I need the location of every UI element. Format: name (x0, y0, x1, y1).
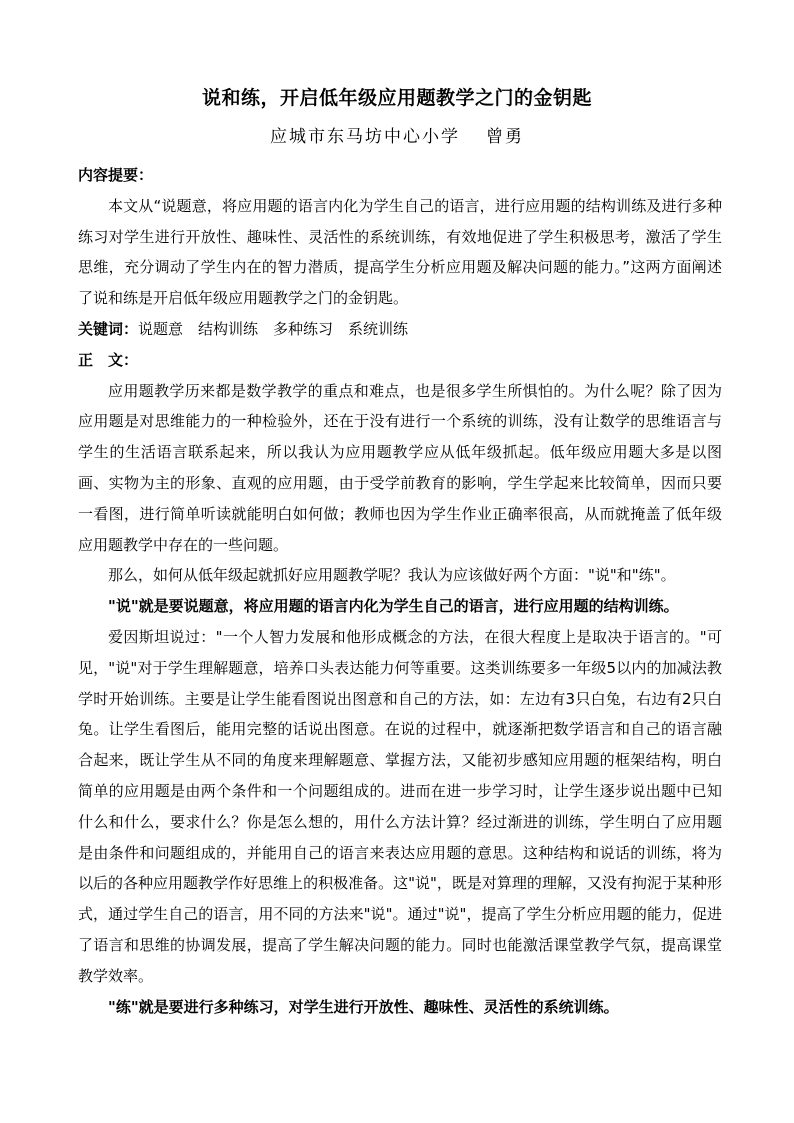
body-paragraph-1: 应用题教学历来都是数学教学的重点和难点，也是很多学生所惧怕的。为什么呢？除了因为应用题是对思维能力的一种检验外，还在于没有进行一个系统的训练，没有让数学的思维语言与学生的生活语言联系起来，所以我认为应用题教学应从低年级抓起。低年级应用题大多是以图画、实物为主的形象、直观的应用题，由于受学前教育的影响，学生学起来比较简单，因而只要一看图，进行简单听读就能明白如何做；教师也因为学生作业正确率很高，从而就掩盖了低年级应用题教学中存在的一些问题。 (78, 381, 722, 554)
keywords-text: 说题意 结构训练 多种练习 系统训练 (138, 319, 409, 338)
body-paragraph-2: 那么，如何从低年级起就抓好应用题教学呢？我认为应该做好两个方面："说"和"练"。 (108, 566, 676, 585)
body-paragraph-3: 爱因斯坦说过："一个人智力发展和他形成概念的方法，在很大程度上是取决于语言的。"可见，"说"对于学生理解题意，培养口头表达能力何等重要。这类训练要多一年级5以内的加减法教学时开始训练。主要是让学生能看图说出图意和自己的方法，如：左边有3只白兔，右边有2只白兔。让学生看图后，能用完整的话说出图意。在说的过程中，就逐渐把数学语言和自己的语言融合起来，既让学生从不同的角度来理解题意、掌握方法，又能初步感知应用题的框架结构，明白简单的应用题是由两个条件和一个问题组成的。进而在进一步学习时，让学生逐步说出题中已知什么和什么，要求什么？你是怎么想的，用什么方法计算？经过渐进的训练，学生明白了应用题是由条件和问题组成的，并能用自己的语言来表达应用题的意思。这种结构和说话的训练，将为以后的各种应用题教学作好思维上的积极准备。这"说"，既是对算理的理解，又没有拘泥于某种形式，通过学生自己的语言，用不同的方法来"说"。通过"说"，提高了学生分析应用题的能力，促进了语言和思维的协调发展，提高了学生解决问题的能力。同时也能激活课堂教学气氛，提高课堂教学效率。 (78, 627, 722, 985)
keywords-label: 关键词： (78, 319, 139, 338)
abstract-section (78, 160, 722, 1022)
author-school: 应城市东马坊中心小学 (270, 127, 460, 147)
section-heading-say: "说"就是要说题意，将应用题的语言内化为学生自己的语言，进行应用题的结构训练。 (108, 597, 679, 616)
keywords-line (78, 314, 722, 345)
author-line (0, 124, 794, 150)
body-label: 正 文： (78, 350, 139, 369)
author-name: 曾勇 (486, 127, 524, 147)
section-heading-practice: "练"就是要进行多种练习，对学生进行开放性、趣味性、灵活性的系统训练。 (108, 997, 619, 1016)
document-title: 说和练，开启低年级应用题教学之门的金钥匙 (201, 87, 592, 109)
abstract-label: 内容提要： (78, 166, 154, 184)
abstract-text: 本文从“说题意，将应用题的语言内化为学生自己的语言，进行应用题的结构训练及进行多种练习对学生进行开放性、趣味性、灵活性的系统训练，有效地促进了学生积极思考，激活了学生思维，充分调动了学生内在的智力潜质，提高学生分析应用题及解决问题的能力。”这两方面阐述了说和练是开启低年级应用题教学之门的金钥匙。 (78, 196, 722, 308)
